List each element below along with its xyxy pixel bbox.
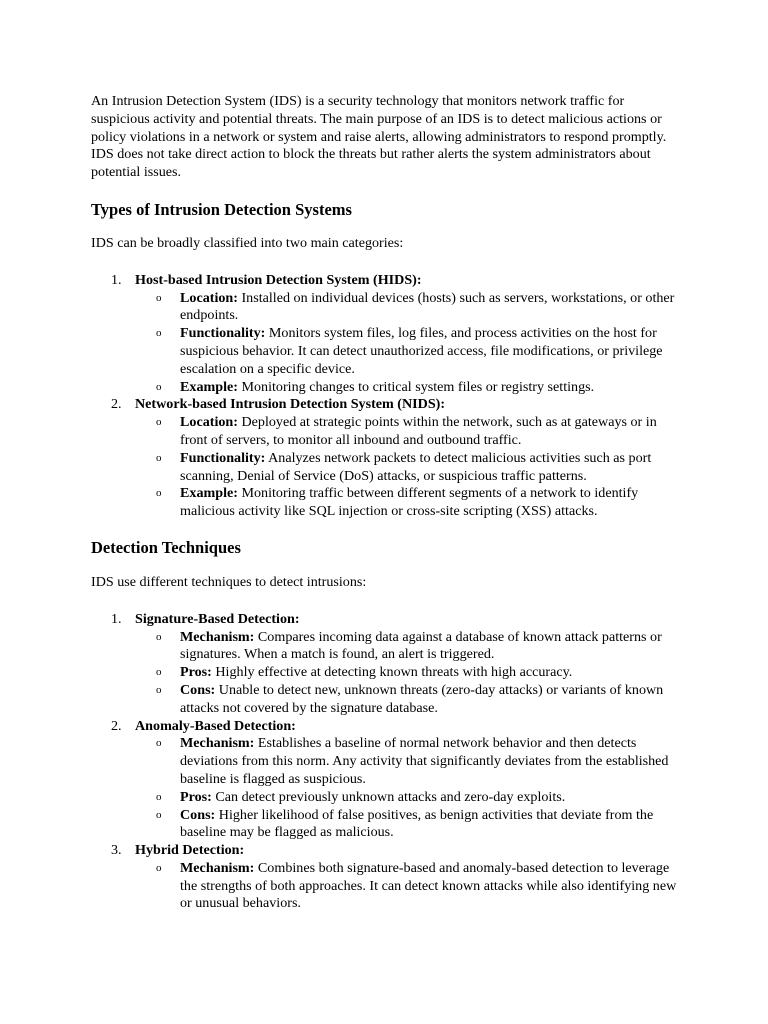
sub-item-text: Combines both signature-based and anomaly-based detection to leverage the strengths of both approaches. It can detect known attacks while also identifying new or unusual behaviors. (180, 859, 677, 912)
bullet-icon: o (156, 666, 162, 679)
sub-item-label: Functionality: (180, 325, 266, 342)
sub-item-label: Example: (180, 485, 238, 502)
list-item (91, 272, 681, 397)
sub-item-label: Pros: (180, 664, 212, 681)
list-item-number: 3. (111, 842, 122, 859)
sub-item-label: Pros: (180, 788, 212, 805)
sub-list-item (135, 629, 681, 665)
sub-list-item (135, 414, 681, 450)
sub-item-label: Mechanism: (180, 735, 255, 752)
bullet-icon: o (156, 380, 162, 393)
list-item (91, 611, 681, 718)
bullet-icon: o (156, 808, 162, 821)
sub-item-label: Functionality: (180, 449, 266, 466)
list-item (91, 718, 681, 843)
types-lead: IDS can be broadly classified into two main categories: (91, 234, 404, 251)
bullet-icon: o (156, 416, 162, 429)
sub-item-label: Example: (180, 378, 238, 395)
list-item-number: 1. (111, 610, 122, 627)
sub-list (135, 290, 681, 397)
list-item-number: 2. (111, 717, 122, 734)
sub-list-item (135, 807, 681, 843)
sub-item-label: Location: (180, 414, 238, 431)
sub-item-label: Mechanism: (180, 628, 255, 645)
list-item-number: 2. (111, 396, 122, 413)
list-item-number: 1. (111, 271, 122, 288)
sub-list-item (135, 379, 681, 397)
types-list (91, 272, 681, 521)
sub-list-item (135, 789, 681, 807)
bullet-icon: o (156, 861, 162, 874)
sub-item-text: Installed on individual devices (hosts) such as servers, workstations, or other endpoints. (180, 289, 675, 324)
sub-item-text: Compares incoming data against a database of known attack patterns or signatures. When a match is found, an alert is triggered. (180, 628, 662, 663)
sub-item-text: Unable to detect new, unknown threats (zero-day attacks) or variants of known attacks not covered by the signature database. (180, 681, 664, 716)
sub-item-text: Highly effective at detecting known threats with high accuracy. (215, 664, 573, 681)
sub-list-item (135, 325, 681, 378)
sub-item-label: Cons: (180, 681, 216, 698)
bullet-icon: o (156, 451, 162, 464)
types-heading: Types of Intrusion Detection Systems (91, 199, 352, 219)
bullet-icon: o (156, 683, 162, 696)
sub-list-item (135, 450, 681, 486)
techniques-heading: Detection Techniques (91, 537, 241, 557)
bullet-icon: o (156, 630, 162, 643)
list-item (91, 842, 681, 913)
bullet-icon: o (156, 487, 162, 500)
intro-paragraph: An Intrusion Detection System (IDS) is a security technology that monitors network traffic for suspicious activity and potential threats. The main purpose of an IDS is to detect malicious actions or policy violations in a network or system and raise alerts, allowing administrators to respond promptly. IDS does not take direct action to block the threats but rather alerts the system administrators about potential issues. (91, 93, 667, 181)
sub-list-item (135, 290, 681, 326)
list-item-title: Host-based Intrusion Detection System (HIDS): (135, 271, 422, 288)
techniques-list (91, 611, 681, 914)
techniques-lead: IDS use different techniques to detect intrusions: (91, 573, 367, 590)
sub-list (135, 629, 681, 718)
list-item (91, 396, 681, 521)
sub-list-item (135, 664, 681, 682)
sub-item-label: Location: (180, 289, 238, 306)
bullet-icon: o (156, 737, 162, 750)
list-item-title: Signature-Based Detection: (135, 610, 300, 627)
sub-list-item (135, 682, 681, 718)
sub-list-item (135, 485, 681, 521)
list-item-title: Anomaly-Based Detection: (135, 717, 296, 734)
sub-list-item (135, 735, 681, 788)
sub-item-text: Establishes a baseline of normal network behavior and then detects deviations from this norm. Any activity that significantly deviates from the established baseline is flagged as suspicious. (180, 735, 669, 787)
sub-item-label: Mechanism: (180, 859, 255, 876)
bullet-icon: o (156, 790, 162, 803)
sub-item-text: Higher likelihood of false positives, as benign activities that deviate from the baseline may be flagged as malicious. (180, 806, 654, 841)
sub-item-label: Cons: (180, 806, 216, 823)
sub-list-item (135, 860, 681, 913)
sub-item-text: Monitoring changes to critical system files or registry settings. (241, 378, 595, 395)
sub-item-text: Deployed at strategic points within the network, such as at gateways or in front of servers, to monitor all inbound and outbound traffic. (180, 414, 657, 448)
sub-item-text: Monitoring traffic between different segments of a network to identify malicious activity like SQL injection or cross-site scripting (XSS) attacks. (180, 485, 639, 520)
sub-list (135, 735, 681, 842)
bullet-icon: o (156, 291, 162, 304)
sub-item-text: Can detect previously unknown attacks and zero-day exploits. (215, 788, 566, 805)
document-page (91, 93, 681, 913)
sub-list (135, 860, 681, 913)
sub-item-text: Analyzes network packets to detect malicious activities such as port scanning, Denial of Service (DoS) attacks, or suspicious traffic patterns. (180, 449, 652, 484)
bullet-icon: o (156, 327, 162, 340)
sub-item-text: Monitors system files, log files, and process activities on the host for suspicious behavior. It can detect unauthorized access, file modifications, or privilege escalation on a specific device. (180, 325, 663, 377)
list-item-title: Hybrid Detection: (135, 842, 245, 859)
list-item-title: Network-based Intrusion Detection System (NIDS): (135, 396, 446, 413)
sub-list (135, 414, 681, 521)
